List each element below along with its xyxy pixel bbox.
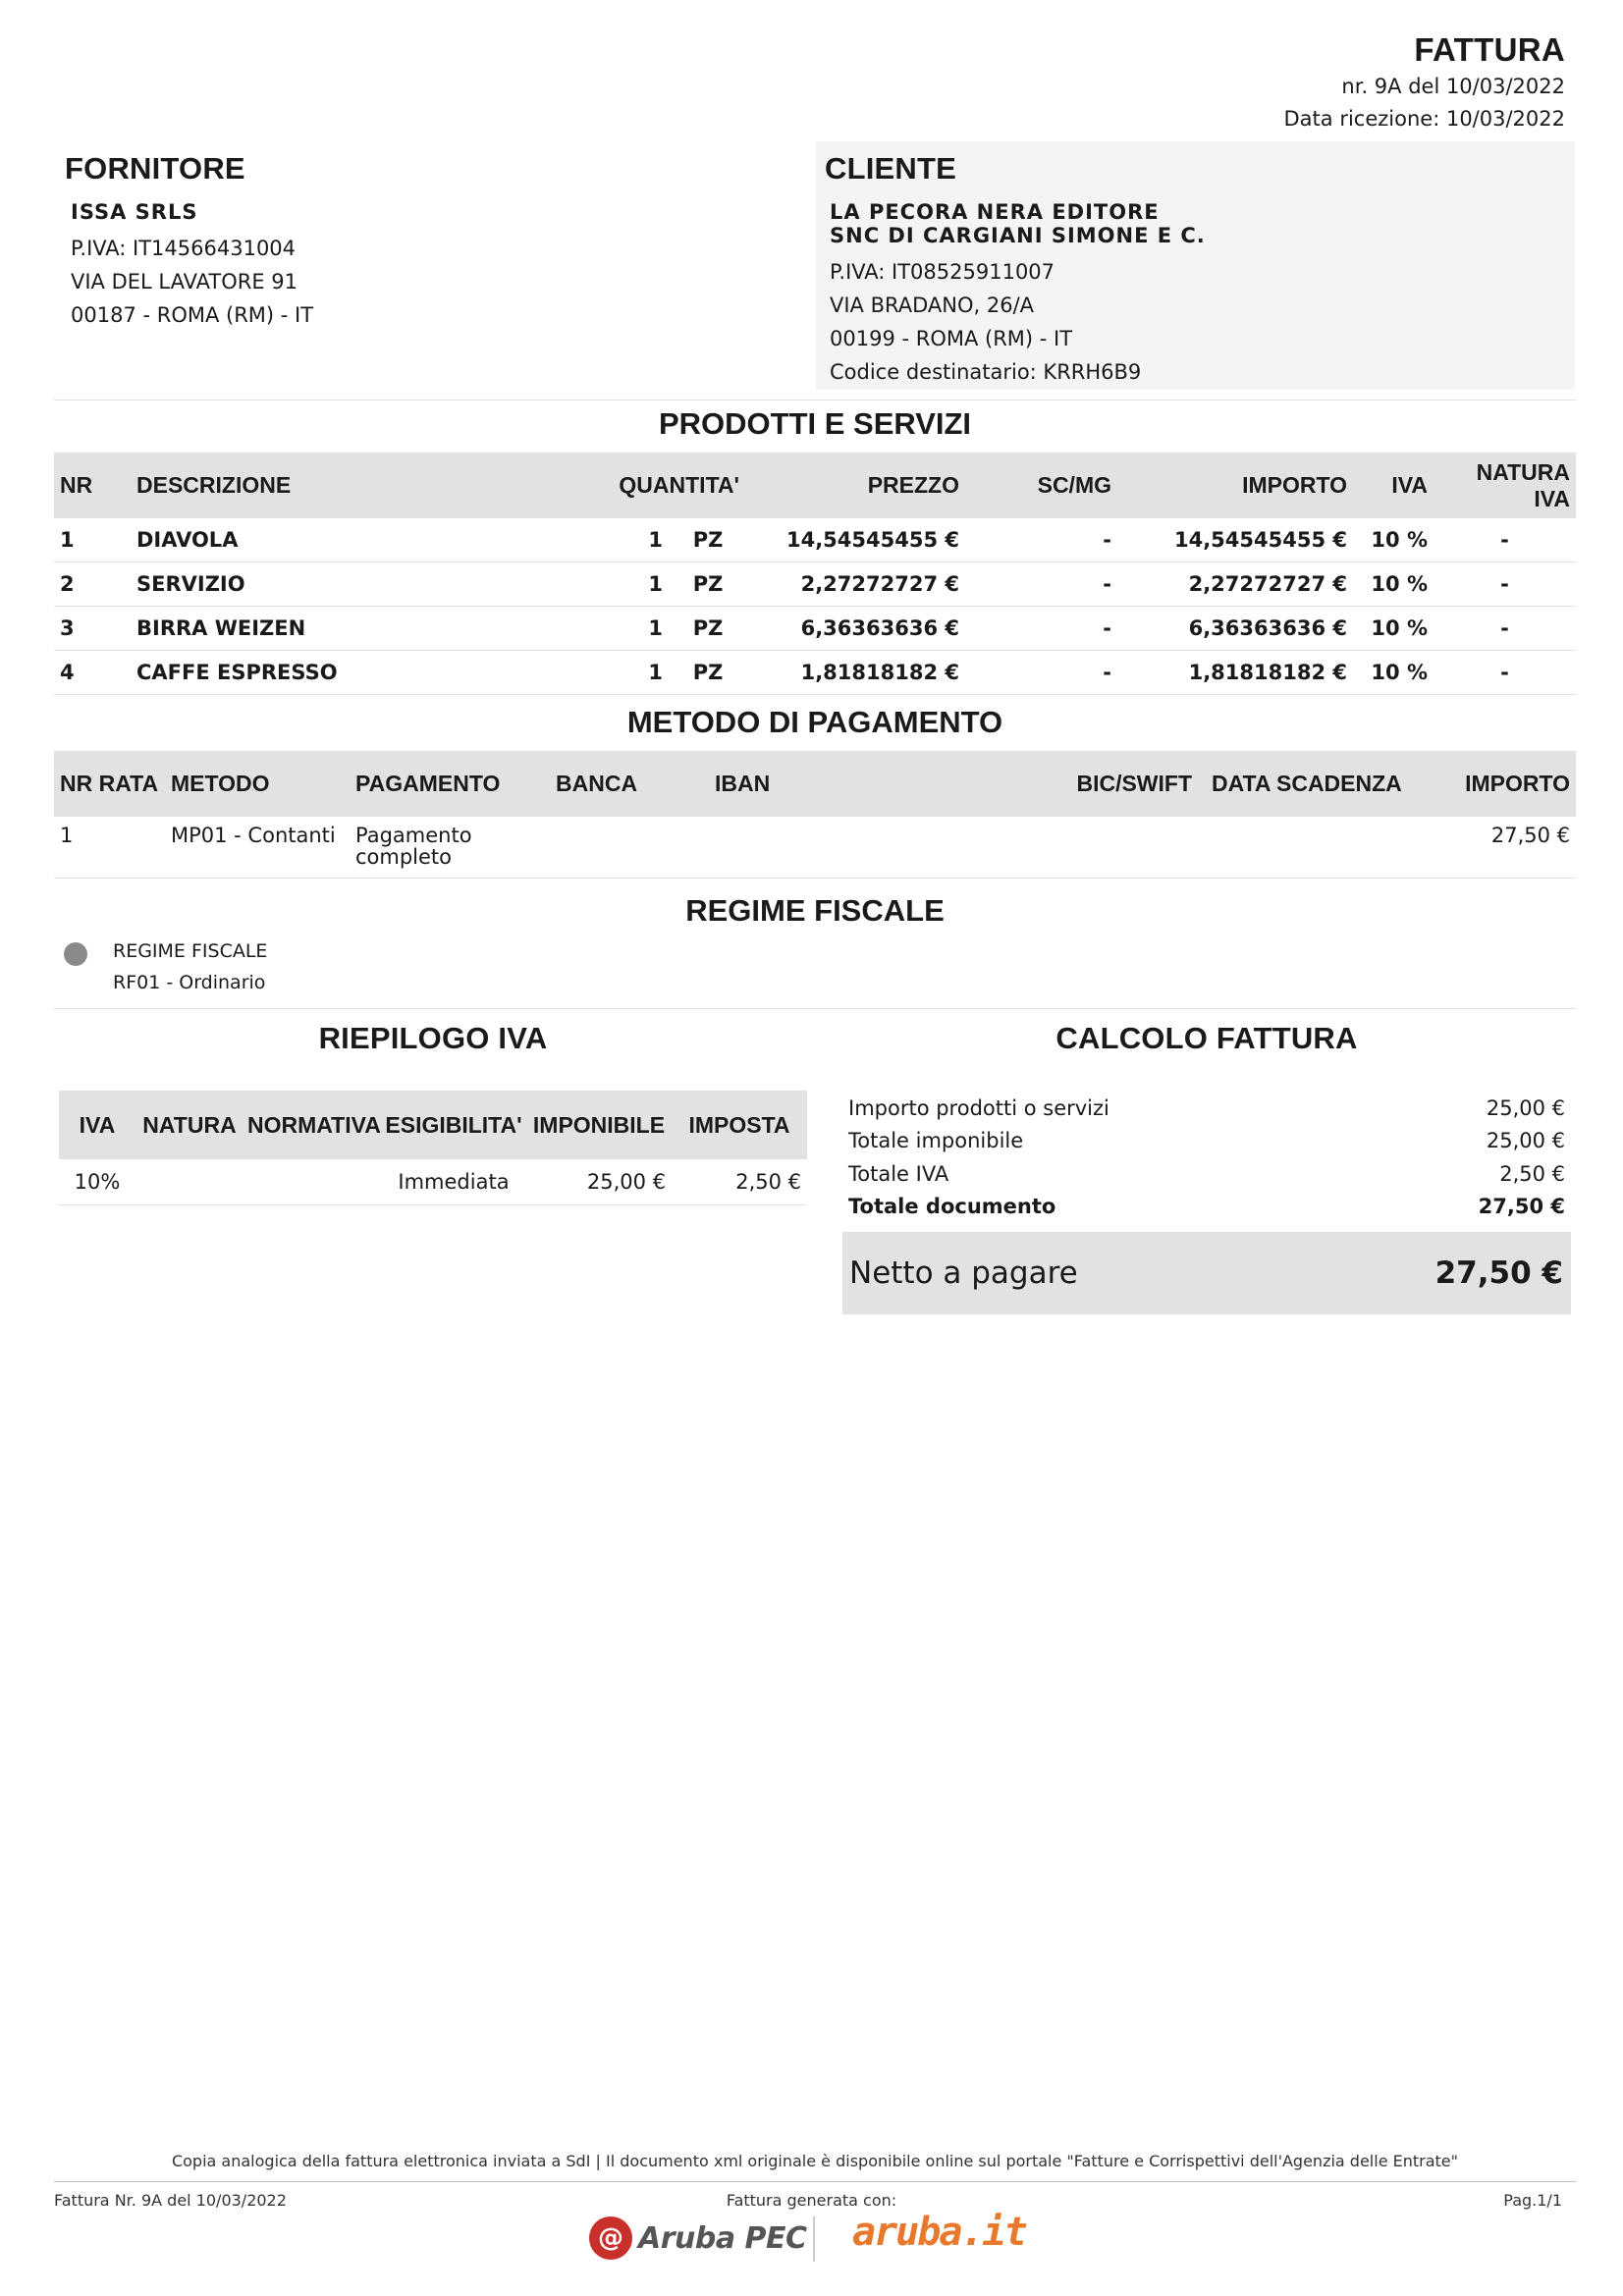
pay-iban bbox=[709, 817, 1062, 879]
aruba-pec-logo bbox=[589, 2216, 807, 2260]
calc-line bbox=[848, 1096, 1565, 1120]
calc-label: Importo prodotti o servizi bbox=[848, 1096, 1109, 1120]
supplier-title: FORNITORE bbox=[65, 151, 245, 186]
aruba-it-logo: aruba.it bbox=[852, 2210, 1026, 2255]
row-unit: PZ bbox=[669, 562, 747, 607]
row-sc: - bbox=[965, 518, 1117, 562]
pay-pagamento-line2: completo bbox=[355, 845, 453, 869]
client-block bbox=[830, 200, 1206, 389]
document-title: FATTURA bbox=[1414, 31, 1565, 68]
pay-banca bbox=[550, 817, 709, 879]
col-quantita: QUANTITA' bbox=[563, 453, 747, 518]
calc-label: Totale imponibile bbox=[848, 1129, 1024, 1152]
row-price: 14,54545455 € bbox=[747, 518, 965, 562]
row-natura: - bbox=[1434, 562, 1576, 607]
net-to-pay-value: 27,50 € bbox=[1434, 1255, 1563, 1291]
vat-rate: 10% bbox=[59, 1159, 135, 1205]
row-unit: PZ bbox=[669, 651, 747, 695]
pay-pagamento-line1: Pagamento bbox=[355, 824, 472, 847]
col-iva: IVA bbox=[1353, 453, 1434, 518]
calc-line bbox=[848, 1162, 1565, 1186]
col-importo: IMPORTO bbox=[1117, 453, 1353, 518]
products-table bbox=[54, 453, 1576, 695]
calc-value: 25,00 € bbox=[1486, 1129, 1565, 1152]
col-descrizione: DESCRIZIONE bbox=[131, 453, 563, 518]
calc-label: Totale IVA bbox=[848, 1162, 949, 1186]
table-row bbox=[54, 562, 1576, 607]
pay-scadenza bbox=[1198, 817, 1429, 879]
bullet-icon bbox=[64, 942, 87, 966]
col-imposta: IMPOSTA bbox=[672, 1091, 807, 1159]
col-importo: IMPORTO bbox=[1429, 751, 1576, 817]
vat-summary-title: RIEPILOGO IVA bbox=[318, 1021, 548, 1055]
col-pagamento: PAGAMENTO bbox=[350, 751, 550, 817]
row-iva: 10 % bbox=[1353, 518, 1434, 562]
vat-summary-table bbox=[59, 1091, 807, 1205]
row-iva: 10 % bbox=[1353, 562, 1434, 607]
col-metodo: METODO bbox=[165, 751, 350, 817]
col-natura: NATURA bbox=[135, 1091, 243, 1159]
col-esigibilita: ESIGIBILITA' bbox=[381, 1091, 526, 1159]
vat-esigibilita: Immediata bbox=[381, 1159, 526, 1205]
payment-table bbox=[54, 751, 1576, 879]
row-qty: 1 bbox=[563, 518, 669, 562]
row-nr: 3 bbox=[54, 607, 131, 651]
col-normativa: NORMATIVA bbox=[243, 1091, 381, 1159]
footer-page: Pag.1/1 bbox=[1503, 2191, 1562, 2210]
footer-divider bbox=[54, 2181, 1576, 2182]
net-to-pay-label: Netto a pagare bbox=[849, 1255, 1078, 1291]
vat-natura bbox=[135, 1159, 243, 1205]
table-row bbox=[54, 817, 1576, 879]
regime-label: REGIME FISCALE bbox=[113, 940, 268, 962]
footer-invoice-ref: Fattura Nr. 9A del 10/03/2022 bbox=[54, 2191, 287, 2210]
row-price: 6,36363636 € bbox=[747, 607, 965, 651]
received-date: Data ricezione: 10/03/2022 bbox=[1283, 107, 1565, 131]
row-nr: 4 bbox=[54, 651, 131, 695]
row-sc: - bbox=[965, 651, 1117, 695]
col-iban: IBAN bbox=[709, 751, 1062, 817]
row-unit: PZ bbox=[669, 607, 747, 651]
row-price: 2,27272727 € bbox=[747, 562, 965, 607]
vat-imposta: 2,50 € bbox=[672, 1159, 807, 1205]
client-city: 00199 - ROMA (RM) - IT bbox=[830, 327, 1073, 350]
row-natura: - bbox=[1434, 607, 1576, 651]
row-desc: SERVIZIO bbox=[131, 562, 563, 607]
row-qty: 1 bbox=[563, 562, 669, 607]
row-amount: 2,27272727 € bbox=[1117, 562, 1353, 607]
client-code: Codice destinatario: KRRH6B9 bbox=[830, 360, 1142, 384]
supplier-address: VIA DEL LAVATORE 91 bbox=[71, 270, 298, 294]
col-nr-rata: NR RATA bbox=[54, 751, 165, 817]
payment-title: METODO DI PAGAMENTO bbox=[626, 705, 1003, 739]
vat-imponibile: 25,00 € bbox=[526, 1159, 672, 1205]
supplier-piva: P.IVA: IT14566431004 bbox=[71, 237, 297, 260]
vat-header-row bbox=[59, 1091, 807, 1159]
row-sc: - bbox=[965, 607, 1117, 651]
pay-pagamento bbox=[350, 817, 550, 879]
col-bic: BIC/SWIFT bbox=[1062, 751, 1198, 817]
calc-line-total bbox=[848, 1195, 1565, 1218]
logo-divider bbox=[813, 2216, 815, 2262]
row-nr: 1 bbox=[54, 518, 131, 562]
client-name-line2: SNC DI CARGIANI SIMONE E C. bbox=[830, 224, 1206, 247]
client-name-line1: LA PECORA NERA EDITORE bbox=[830, 200, 1160, 224]
calc-label: Totale documento bbox=[848, 1195, 1056, 1218]
vat-normativa bbox=[243, 1159, 381, 1205]
col-banca: BANCA bbox=[550, 751, 709, 817]
row-qty: 1 bbox=[563, 651, 669, 695]
row-natura: - bbox=[1434, 518, 1576, 562]
row-natura: - bbox=[1434, 651, 1576, 695]
row-nr: 2 bbox=[54, 562, 131, 607]
table-row bbox=[54, 607, 1576, 651]
invoice-calc-title: CALCOLO FATTURA bbox=[1055, 1021, 1358, 1055]
col-imponibile: IMPONIBILE bbox=[526, 1091, 672, 1159]
client-address: VIA BRADANO, 26/A bbox=[830, 294, 1035, 317]
pec-seal-icon: @ bbox=[589, 2216, 632, 2260]
footer-generated-with: Fattura generata con: bbox=[726, 2191, 897, 2210]
supplier-block bbox=[71, 200, 313, 332]
row-iva: 10 % bbox=[1353, 607, 1434, 651]
invoice-number: nr. 9A del 10/03/2022 bbox=[1341, 75, 1565, 98]
pay-importo: 27,50 € bbox=[1429, 817, 1576, 879]
calc-value: 2,50 € bbox=[1499, 1162, 1565, 1186]
payment-header-row bbox=[54, 751, 1576, 817]
row-price: 1,81818182 € bbox=[747, 651, 965, 695]
supplier-name: ISSA SRLS bbox=[71, 200, 198, 224]
row-amount: 1,81818182 € bbox=[1117, 651, 1353, 695]
col-nr: NR bbox=[54, 453, 131, 518]
supplier-city: 00187 - ROMA (RM) - IT bbox=[71, 303, 314, 327]
aruba-pec-logo-text: Aruba PEC bbox=[638, 2220, 807, 2256]
products-title: PRODOTTI E SERVIZI bbox=[658, 406, 972, 441]
row-sc: - bbox=[965, 562, 1117, 607]
table-row bbox=[54, 518, 1576, 562]
row-desc: CAFFE ESPRESSO bbox=[131, 651, 563, 695]
products-header-row bbox=[54, 453, 1576, 518]
table-row bbox=[54, 651, 1576, 695]
regime-value: RF01 - Ordinario bbox=[113, 972, 266, 993]
row-amount: 6,36363636 € bbox=[1117, 607, 1353, 651]
row-unit: PZ bbox=[669, 518, 747, 562]
col-prezzo: PREZZO bbox=[747, 453, 965, 518]
net-to-pay-box bbox=[842, 1232, 1571, 1314]
calc-value: 25,00 € bbox=[1486, 1096, 1565, 1120]
col-scmg: SC/MG bbox=[965, 453, 1117, 518]
row-desc: DIAVOLA bbox=[131, 518, 563, 562]
pay-bic bbox=[1062, 817, 1198, 879]
col-data-scadenza: DATA SCADENZA bbox=[1198, 751, 1429, 817]
client-title: CLIENTE bbox=[825, 151, 957, 186]
footer-note: Copia analogica della fattura elettronica inviata a SdI | Il documento xml originale è disponibile online sul portale "Fatture e Corrispettivi dell'Agenzia delle Entrate" bbox=[171, 2152, 1459, 2170]
row-qty: 1 bbox=[563, 607, 669, 651]
row-desc: BIRRA WEIZEN bbox=[131, 607, 563, 651]
pay-metodo: MP01 - Contanti bbox=[165, 817, 350, 879]
client-piva: P.IVA: IT08525911007 bbox=[830, 260, 1055, 284]
table-row bbox=[59, 1159, 807, 1205]
regime-title: REGIME FISCALE bbox=[685, 893, 945, 928]
divider bbox=[54, 1008, 1576, 1009]
calc-value: 27,50 € bbox=[1478, 1195, 1565, 1218]
col-iva: IVA bbox=[59, 1091, 135, 1159]
col-natura-iva: NATURA IVA bbox=[1434, 453, 1576, 518]
calc-line bbox=[848, 1129, 1565, 1152]
row-iva: 10 % bbox=[1353, 651, 1434, 695]
pay-nr: 1 bbox=[54, 817, 165, 879]
row-amount: 14,54545455 € bbox=[1117, 518, 1353, 562]
